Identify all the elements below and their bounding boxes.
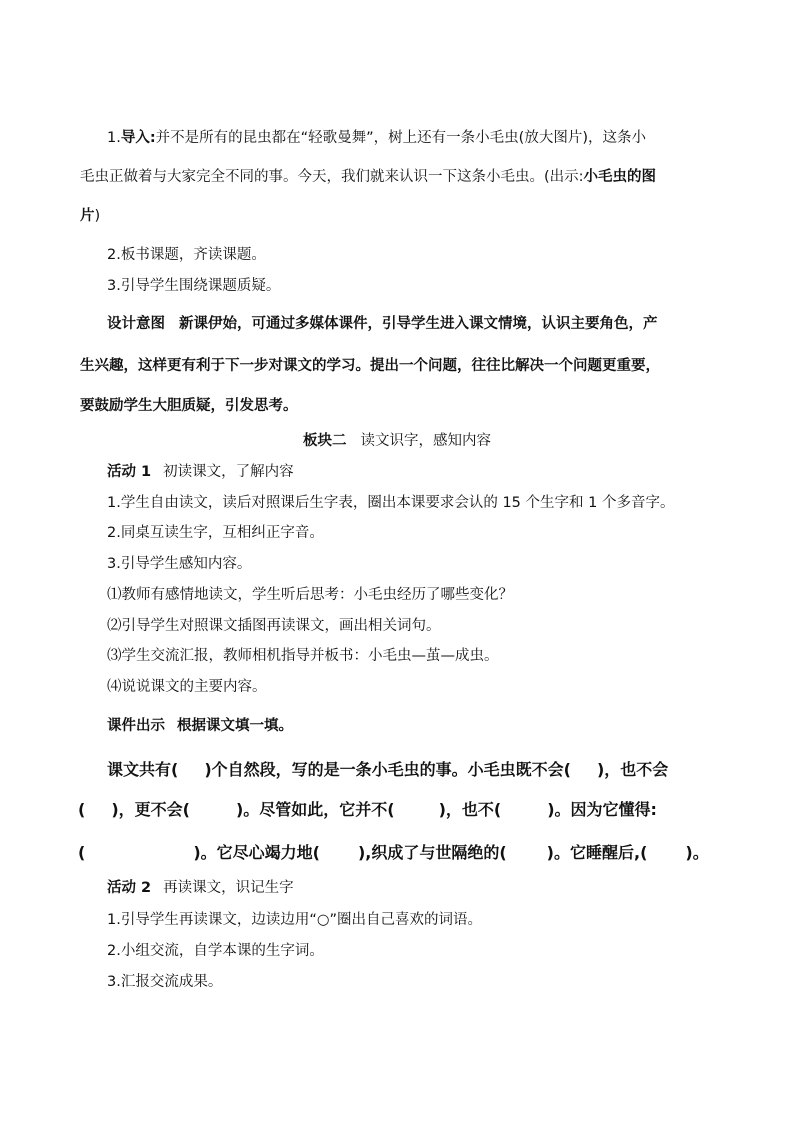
fill-text: 课文共有( — [107, 760, 179, 779]
activity1-heading — [107, 462, 294, 482]
fill-text: )。尽管如此，它并不( — [235, 800, 395, 819]
activity2-item-1: 1.引导学生再读课文，边读边用“○”圈出自己喜欢的词语。 — [107, 912, 483, 928]
activity1-item-3: 3.引导学生感知内容。 — [107, 556, 252, 572]
activity1-item-2: 2.同桌互读生字，互相纠正字音。 — [107, 525, 324, 541]
section-heading — [0, 431, 794, 451]
courseware-heading — [107, 716, 293, 736]
fill-text: ),织成了与世隔绝的( — [357, 843, 507, 862]
intro-line-1 — [107, 128, 646, 148]
activity1-sub-1: ⑴教师有感情地读文，学生听后思考：小毛虫经历了哪些变化？ — [107, 587, 513, 603]
intro-number: 1. — [107, 130, 121, 146]
fill-text: ( — [78, 800, 86, 819]
design-text-1: 新课伊始，可通过多媒体课件，引导学生进入课文情境，认识主要角色，产 — [179, 316, 658, 332]
intro-bold-2: 小毛虫的图 — [583, 169, 657, 185]
fill-text: )。它尽心竭力地( — [193, 843, 320, 862]
courseware-label: 课件出示 — [107, 718, 165, 734]
activity1-title: 初读课文，了解内容 — [163, 464, 294, 480]
intro-item-2: 2.板书课题，齐读课题。 — [107, 247, 266, 263]
design-line-2: 生兴趣，这样更有利于下一步对课文的学习。提出一个问题，往往比解决一个问题更重要， — [80, 358, 660, 374]
intro-text-3: ) — [94, 208, 101, 224]
fill-text: )，也不( — [438, 800, 502, 819]
design-label: 设计意图 — [107, 316, 165, 332]
fill-text: )。 — [685, 843, 709, 862]
section-label: 板块二 — [303, 433, 347, 449]
intro-text-1: 并不是所有的昆虫都在“轻歌曼舞”，树上还有一条小毛虫(放大图片)，这条小 — [155, 130, 646, 146]
fill-text: )个自然段，写的是一条小毛虫的事。小毛虫既不会( — [204, 760, 571, 779]
fill-blank-row-1 — [107, 760, 668, 780]
fill-text: )。因为它懂得: — [547, 800, 657, 819]
design-line-3: 要鼓励学生大胆质疑，引发思考。 — [80, 398, 298, 414]
fill-blank-row-2 — [78, 800, 657, 820]
fill-blank-row-3 — [78, 843, 709, 863]
activity1-sub-2: ⑵引导学生对照课文插图再读课文，画出相关词句。 — [107, 618, 441, 634]
activity2-title: 再读课文，识记生字 — [163, 880, 294, 896]
intro-item-3: 3.引导学生围绕课题质疑。 — [107, 278, 281, 294]
intro-label: 导入: — [120, 130, 156, 146]
activity1-sub-3: ⑶学生交流汇报，教师相机指导并板书：小毛虫—茧—成虫。 — [107, 648, 499, 664]
activity2-label: 活动 2 — [107, 880, 152, 896]
intro-bold-3: 片 — [80, 208, 95, 224]
intro-text-2: 毛虫正做着与大家完全不同的事。今天，我们就来认识一下这条小毛虫。(出示: — [80, 169, 584, 185]
activity2-item-2: 2.小组交流，自学本课的生字词。 — [107, 943, 324, 959]
fill-text: )。它睡醒后,( — [546, 843, 648, 862]
courseware-title: 根据课文填一填。 — [177, 718, 293, 734]
activity1-label: 活动 1 — [107, 464, 152, 480]
activity1-item-1: 1.学生自由读文，读后对照课后生字表，圈出本课要求会认的 15 个生字和 1 个多音字。 — [107, 495, 675, 511]
activity1-sub-4: ⑷说说课文的主要内容。 — [107, 679, 267, 695]
activity2-heading — [107, 878, 294, 898]
section-title: 读文识字，感知内容 — [360, 433, 491, 449]
fill-text: )，也不会 — [596, 760, 669, 779]
fill-text: )，更不会( — [111, 800, 190, 819]
fill-text: ( — [78, 843, 86, 862]
activity2-item-3: 3.汇报交流成果。 — [107, 974, 223, 990]
design-line-1 — [107, 314, 658, 334]
intro-line-2 — [80, 167, 656, 187]
intro-line-3 — [80, 206, 100, 226]
